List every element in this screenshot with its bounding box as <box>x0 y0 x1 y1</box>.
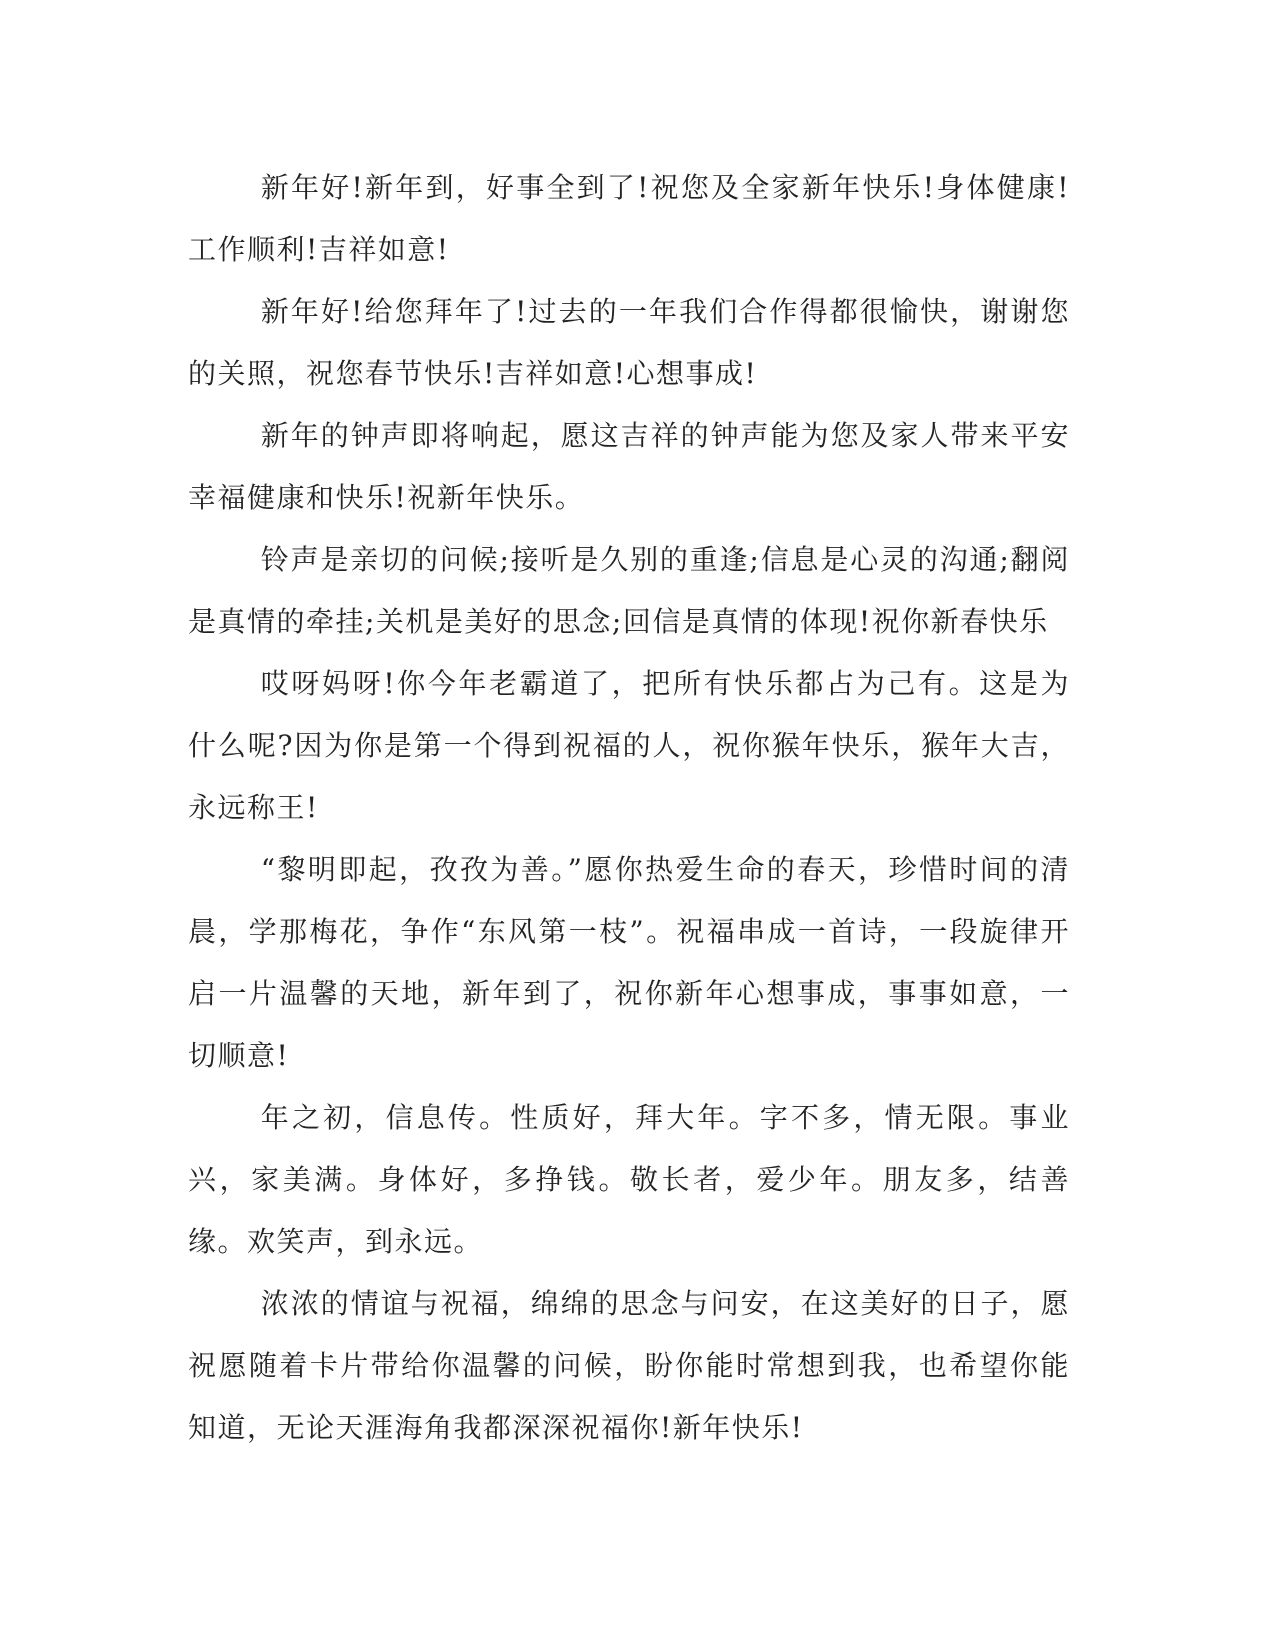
document-body <box>188 157 1070 1459</box>
paragraph: 新年好!给您拜年了!过去的一年我们合作得都很愉快，谢谢您的关照，祝您春节快乐!吉祥如意!心想事成! <box>188 295 1070 390</box>
paragraph: 哎呀妈呀!你今年老霸道了，把所有快乐都占为己有。这是为什么呢?因为你是第一个得到祝福的人，祝你猴年快乐，猴年大吉，永远称王! <box>188 667 1070 824</box>
paragraph: “黎明即起，孜孜为善。”愿你热爱生命的春天，珍惜时间的清晨，学那梅花，争作“东风第一枝”。祝福串成一首诗，一段旋律开启一片温馨的天地，新年到了，祝你新年心想事成，事事如意，一切顺意! <box>188 853 1070 1072</box>
paragraph: 浓浓的情谊与祝福，绵绵的思念与问安，在这美好的日子，愿祝愿随着卡片带给你温馨的问候，盼你能时常想到我，也希望你能知道，无论天涯海角我都深深祝福你!新年快乐! <box>188 1287 1070 1444</box>
paragraph: 新年的钟声即将响起，愿这吉祥的钟声能为您及家人带来平安幸福健康和快乐!祝新年快乐。 <box>188 419 1070 514</box>
paragraph: 铃声是亲切的问候;接听是久别的重逢;信息是心灵的沟通;翻阅是真情的牵挂;关机是美好的思念;回信是真情的体现!祝你新春快乐 <box>188 543 1070 638</box>
paragraph: 新年好!新年到，好事全到了!祝您及全家新年快乐!身体健康!工作顺利!吉祥如意! <box>188 171 1070 266</box>
paragraph: 年之初，信息传。性质好，拜大年。字不多，情无限。事业兴，家美满。身体好，多挣钱。敬长者，爱少年。朋友多，结善缘。欢笑声，到永远。 <box>188 1101 1070 1258</box>
